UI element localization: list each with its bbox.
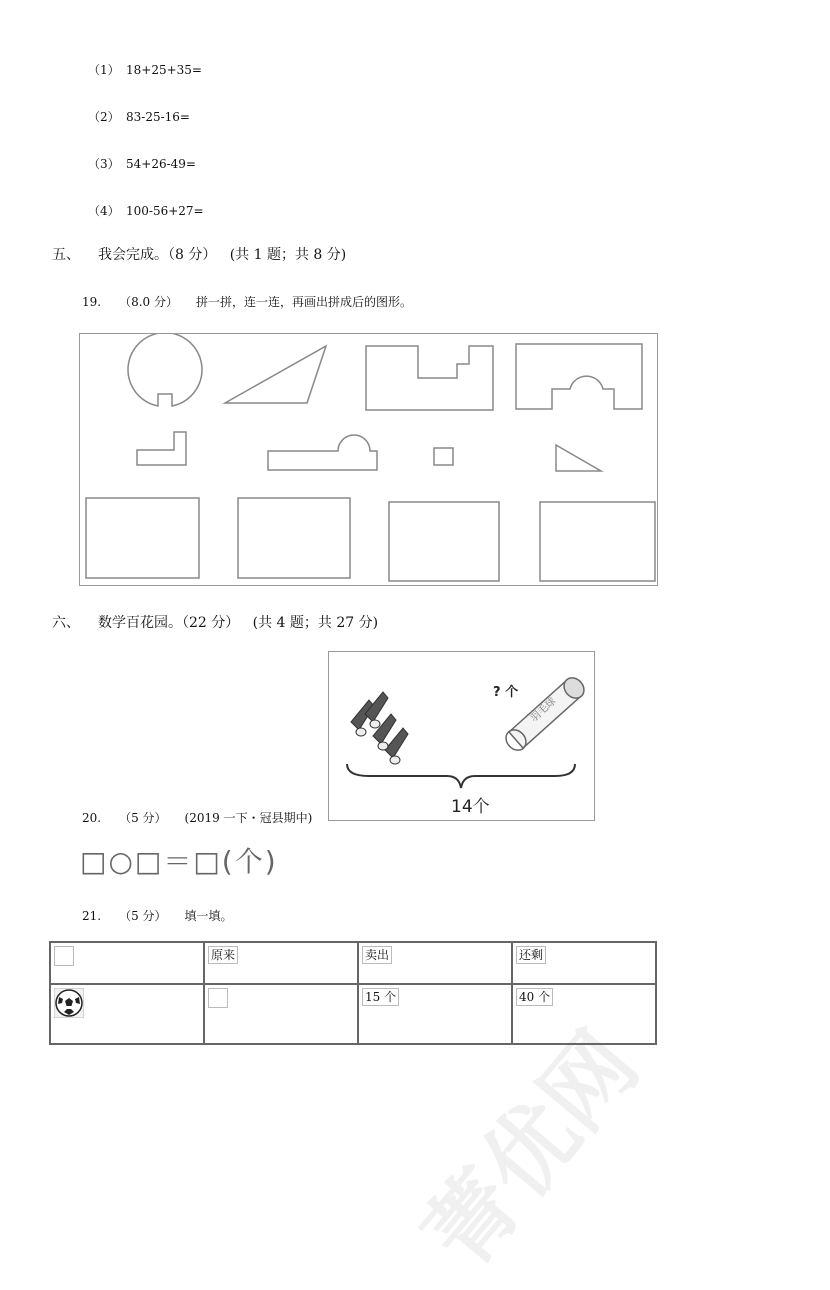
shuttlecock-drawing xyxy=(329,652,594,820)
header-sold: 卖出 xyxy=(362,946,392,964)
question-number: 20. xyxy=(82,811,102,825)
question-score: （5 分） xyxy=(119,811,167,825)
answer-rect-2 xyxy=(238,498,350,578)
calc-item-expr: 54+26-49= xyxy=(126,157,196,171)
tube-text: 羽毛球 xyxy=(528,695,559,725)
watermark-bottom: 菁优网 xyxy=(404,1013,659,1288)
sales-table xyxy=(49,941,657,1045)
section-title: 我会完成。（8 分） (共 1 题；共 8 分) xyxy=(98,247,347,263)
shuttlecocks-icon xyxy=(351,692,408,764)
header-cell xyxy=(358,942,512,984)
question-number: 21. xyxy=(82,909,102,923)
blank-box xyxy=(54,946,74,966)
header-cell xyxy=(204,942,358,984)
formula-blanks: □○□＝□(个) xyxy=(80,845,278,878)
section-number: 六、 xyxy=(52,615,80,631)
puzzle-figure xyxy=(79,333,658,586)
calc-item-num: （4） xyxy=(88,204,120,218)
puzzle-shapes xyxy=(80,334,657,585)
header-cell xyxy=(512,942,656,984)
question-source: (2019 一下・冠县期中) xyxy=(184,811,313,825)
section-6-heading xyxy=(52,612,378,632)
question-number: 19. xyxy=(82,295,102,309)
soccer-ball-icon xyxy=(54,988,84,1018)
rect-arch-shape xyxy=(516,344,642,409)
remaining-value: 40 个 xyxy=(516,988,553,1006)
unknown-count-label: ? 个 xyxy=(493,685,519,700)
table-header-row xyxy=(50,942,656,984)
question-text: 拼一拼，连一连，再画出拼成后的图形。 xyxy=(196,295,413,309)
section-number: 五、 xyxy=(52,247,80,263)
calc-item xyxy=(88,108,190,125)
question-20 xyxy=(82,809,312,826)
triangle-shape xyxy=(225,346,326,403)
question-19 xyxy=(82,293,412,310)
calc-item-expr: 83-25-16= xyxy=(126,110,190,124)
header-remaining: 还剩 xyxy=(516,946,546,964)
sold-value: 15 个 xyxy=(362,988,399,1006)
remaining-cell xyxy=(512,984,656,1044)
section-title: 数学百花园。（22 分） (共 4 题；共 27 分) xyxy=(98,615,379,631)
sold-cell xyxy=(358,984,512,1044)
header-original: 原来 xyxy=(208,946,238,964)
calc-item-expr: 18+25+35= xyxy=(126,63,202,77)
arch-piece-shape xyxy=(268,435,377,470)
question-score: （5 分） xyxy=(119,909,167,923)
question-text: 填一填。 xyxy=(184,909,233,923)
small-square-shape xyxy=(434,448,453,465)
answer-rect-3 xyxy=(389,502,499,581)
calc-item xyxy=(88,202,204,219)
small-triangle-shape xyxy=(556,445,601,471)
brace-icon xyxy=(347,764,575,788)
rect-notch-shape xyxy=(366,346,493,410)
calc-item-num: （2） xyxy=(88,110,120,124)
header-blank-cell xyxy=(50,942,204,984)
section-5-heading xyxy=(52,244,346,264)
calc-item xyxy=(88,61,202,78)
ball-cell xyxy=(50,984,204,1044)
shuttlecock-figure xyxy=(328,651,595,821)
question-score: （8.0 分） xyxy=(119,295,178,309)
calc-item-expr: 100-56+27= xyxy=(126,204,204,218)
table-row xyxy=(50,984,656,1044)
l-piece-shape xyxy=(137,432,186,465)
question-21 xyxy=(82,907,233,924)
answer-rect-1 xyxy=(86,498,199,578)
answer-blank[interactable] xyxy=(208,988,228,1008)
original-cell[interactable] xyxy=(204,984,358,1044)
answer-rect-4 xyxy=(540,502,655,581)
calc-item-num: （1） xyxy=(88,63,120,77)
calc-item-num: （3） xyxy=(88,157,120,171)
calc-item xyxy=(88,155,196,172)
circle-notch-shape xyxy=(128,334,202,406)
total-count-label: 14个 xyxy=(451,797,490,817)
